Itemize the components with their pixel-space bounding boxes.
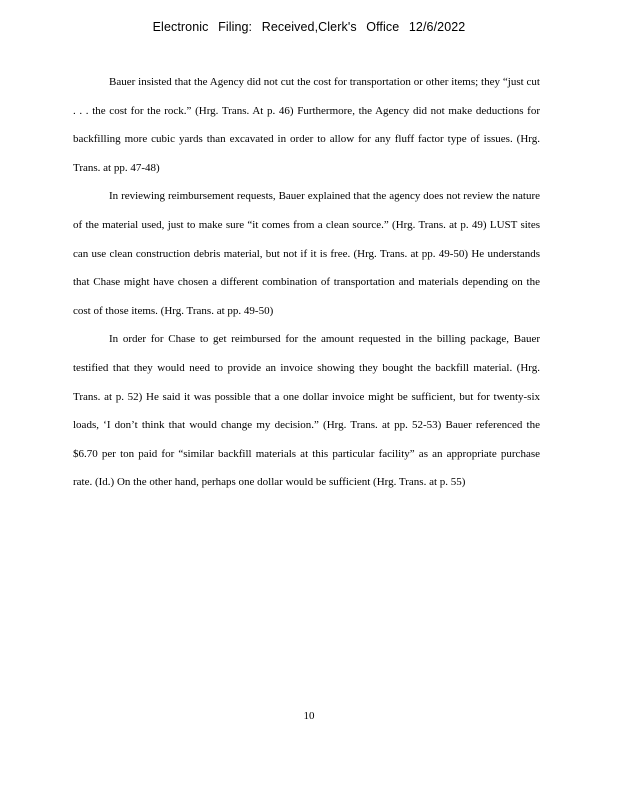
document-body <box>73 68 540 497</box>
paragraph-invoice-testimony: In order for Chase to get reimbursed for the amount requested in the billing package, Bauer testified that they would need to provide an invoice showing they bought the backfill material. (Hrg. Trans. at p. 52) He said it was possible that a one dollar invoice might be sufficient, but for twenty-six loads, ‘I don’t think that would change my decision.” (Hrg. Trans. at pp. 52-53) Bauer referenced the $6.70 per ton paid for “similar backfill materials at this particular facility” as an appropriate purchase rate. (Id.) On the other hand, perhaps one dollar would be sufficient (Hrg. Trans. at p. 55) <box>73 333 540 489</box>
paragraph-reimbursement-review: In reviewing reimbursement requests, Bauer explained that the agency does not review the nature of the material used, just to make sure “it comes from a clean source.” (Hrg. Trans. at p. 49) LUST sites can use clean construction debris material, but not if it is free. (Hrg. Trans. at pp. 49-50) He understands that Chase might have chosen a different combination of transportation and materials depending on the cost of those items. (Hrg. Trans. at pp. 49-50) <box>73 190 540 317</box>
filing-stamp-header: Electronic Filing: Received,Clerk's Office 12/6/2022 <box>152 20 466 34</box>
page-number: 10 <box>303 710 315 722</box>
paragraph-agency-cost-cut: Bauer insisted that the Agency did not cut the cost for transportation or other items; they “just cut . . . the cost for the rock.” (Hrg. Trans. At p. 46) Furthermore, the Agency did not make deductions for backfilling more cubic yards than excavated in order to allow for any fluff factor type of issues. (Hrg. Trans. at pp. 47-48) <box>73 76 540 174</box>
